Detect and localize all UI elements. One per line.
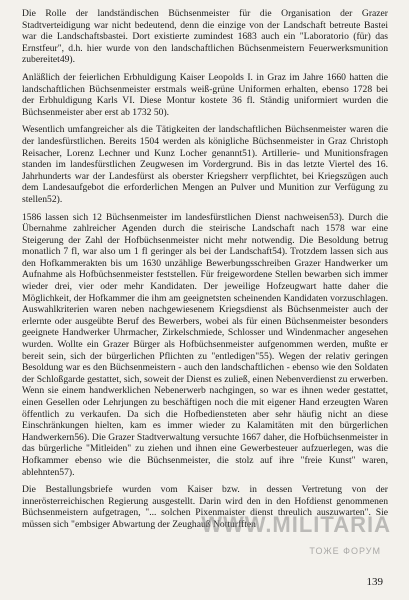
- paragraph-5: Die Bestallungsbriefe wurden vom Kaiser bzw. in dessen Vertretung von der innerösterreichischen Regierung ausgestellt. Darin wird den in den Hofdienst genommenen Büchsenmeistern aufgetragen, "... solchen Pixenmaister dienst threulich auszuwarten". Sie müssen sich "embsiger Abwartung der Zeughauß Notturfften: [22, 484, 388, 530]
- paragraph-1: Die Rolle der landständischen Büchsenmeister für die Organisation der Grazer Stadtverteidigung war nicht bedeutend, denn die einzige von der Landschaft betreute Bastei war die Landschaftsbastei. Dort existierte zumindest 1683 auch ein "Laboratorio (für) das Ernstfeur", d.h. hier wurde von den landschaftlichen Büchsenmeistern Feuerwerksmunition zubereitet49).: [22, 8, 388, 66]
- watermark-text: WWW.MILITARIA: [201, 512, 391, 537]
- document-body: [22, 8, 388, 537]
- paragraph-3: Wesentlich umfangreicher als die Tätigkeiten der landschaftlichen Büchsenmeister waren die der landesfürstlichen. Bereits 1504 werden als königliche Büchsenmeister in Graz Christoph Reisacher, Lorenz Lechner und Kunz Locher genannt51). Artillerie- und Munitionsfragen standen im landesfürstlichen Zeugwesen im Vordergrund. Bis in das letzte Viertel des 16. Jahrhunderts war der Landesfürst als oberster Kriegsherr verpflichtet, bei Kriegszügen auch dem Landesaufgebot die erforderlichen Mengen an Pulver und Munition zur Verfügung zu stellen52).: [22, 124, 388, 205]
- paragraph-4: 1586 lassen sich 12 Büchsenmeister im landesfürstlichen Dienst nachweisen53). Durch die Übernahme zahlreicher Agenden durch die steirische Landschaft nach 1578 war eine Steigerung der Zahl der Hofbüchsenmeister nicht mehr notwendig. Die Besoldung betrug monatlich 7 fl, war also um 1 fl geringer als bei der Landschaft54). Trotzdem lassen sich aus den Hofkammerakten bis um 1630 unzählige Bewerbungsschreiben Grazer Handwerker um Aufnahme als Hofbüchsenmeister feststellen. Für freigewordene Stellen bewarben sich immer wieder drei, vier oder mehr Kandidaten. Der jeweilige Hofzeugwart hatte daher die Möglichkeit, der Hofkammer die ihm am geeignetsten scheinenden Kandidaten vorzuschlagen. Auswahlkriterien waren neben nachgewiesenem Kriegsdienst als Büchsenmeister auch der erlernte oder ausgeübte Beruf des Bewerbers, wobei als für einen Büchsenmeister besonders geeignete Handwerker Uhrmacher, Zirkelschmiede, Schlosser und Windenmacher angesehen wurden. Wollte ein Grazer Bürger als Hofbüchsenmeister aufgenommen werden, mußte er bereit sein, sich der bürgerlichen Pflichten zu "entledigen"55). Wegen der relativ geringen Besoldung war es den Büchsenmeistern - auch den landschaftlichen - ebenso wie den Soldaten der Schloßgarde gestattet, sich, soweit der Dienst es zuließ, einen Nebenverdienst zu erwerben. Wenn sie einem handwerklichen Nebenerwerb nachgingen, so war es ihnen weder gestattet, einen Gesellen oder Lehrjungen zu beschäftigen noch die mit eigener Hand erzeugten Waren öffentlich zu verkaufen. Da sich die Hofbediensteten aber sehr häufig nicht an diese Einschränkungen hielten, kam es immer wieder zu Kalamitäten mit den bürgerlichen Handwerkern56). Die Grazer Stadtverwaltung versuchte 1667 daher, die Hofbüchsenmeister in das bürgerliche "Mitleiden" zu ziehen und ihnen eine Gewerbesteuer aufzuerlegen, was die Hofkammer ebenso wie die Büchsenmeister, die stolz auf ihre "freie Kunst" waren, ablehnten57).: [22, 211, 388, 478]
- page-number: 139: [366, 576, 383, 588]
- paragraph-2: Anläßlich der feierlichen Erbhuldigung Kaiser Leopolds I. in Graz im Jahre 1660 hatten die landschaftlichen Büchsenmeister erstmals weiß-grüne Uniformen erhalten, ebenso 1728 bei der Erbhuldigung Karls VI. Diese Montur kostete 36 fl. Ständig uniformiert wurden die Büchsenmeister aber erst ab 1732 50).: [22, 71, 388, 118]
- watermark-subtext: ТОЖЕ ФОРУМ: [309, 546, 381, 556]
